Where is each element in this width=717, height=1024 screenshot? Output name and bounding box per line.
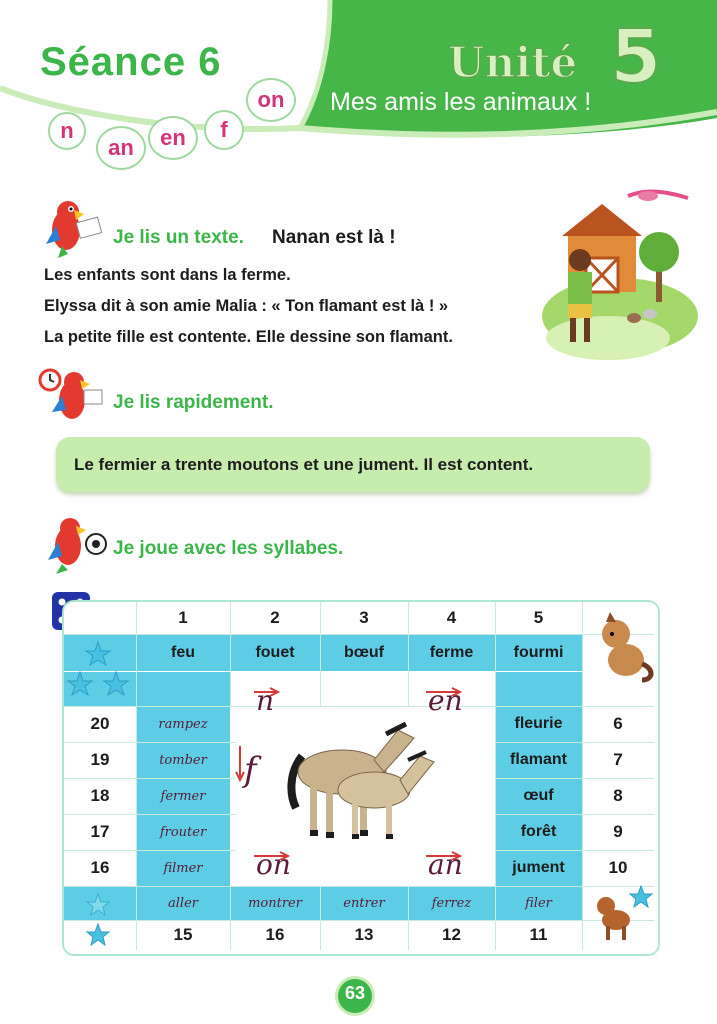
- right-number-9: 9: [613, 822, 623, 841]
- sound-bubble-f: f: [204, 110, 244, 150]
- left-number-18: 18: [90, 786, 110, 805]
- sound-bubble-en: en: [148, 116, 198, 160]
- right-number-8: 8: [613, 786, 623, 805]
- right-word-foret: forêt: [520, 823, 557, 840]
- top-number-1: 1: [178, 608, 188, 627]
- center-letter-on: on: [256, 848, 291, 881]
- top-number-4: 4: [446, 608, 457, 627]
- section-fast-title: Je lis rapidement.: [113, 392, 274, 413]
- arrow-icon-f: [234, 744, 246, 784]
- unit-title: Unité: [448, 38, 578, 87]
- parrot-reading-icon: [38, 196, 104, 260]
- left-word-rampez: rampez: [158, 716, 208, 732]
- left-number-17: 17: [90, 822, 110, 841]
- pony-icon: [592, 610, 656, 684]
- top-word-feu: feu: [171, 643, 195, 661]
- left-number-19: 19: [90, 750, 110, 769]
- bottom-word-entrer: entrer: [343, 895, 385, 911]
- right-word-oeuf: œuf: [523, 787, 554, 804]
- left-word-frouter: frouter: [159, 824, 207, 840]
- page-number: 63: [344, 983, 366, 1003]
- bottom-number-11: 11: [529, 925, 548, 944]
- calf-icon: [592, 888, 642, 944]
- bottom-number-15: 15: [173, 925, 193, 944]
- sound-bubble-an: an: [96, 126, 146, 170]
- left-word-tomber: tomber: [159, 752, 207, 768]
- star-icon-bottom: [80, 890, 120, 950]
- parrot-clock-icon: [38, 366, 104, 426]
- star-icon-group: [64, 634, 136, 706]
- section-game-title: Je joue avec les syllabes.: [113, 538, 344, 559]
- bottom-number-16: 16: [265, 925, 285, 944]
- top-number-2: 2: [270, 608, 280, 627]
- center-letter-en: en: [428, 684, 463, 717]
- right-number-6: 6: [613, 714, 623, 733]
- seance-title: Séance 6: [40, 40, 222, 84]
- left-word-filmer: filmer: [163, 860, 203, 876]
- unit-number: 5: [610, 14, 662, 100]
- horses-illustration: [282, 716, 442, 846]
- arrow-icon-n: [252, 684, 282, 696]
- read-line-1: Les enfants sont dans la ferme.: [44, 266, 291, 284]
- top-number-5: 5: [533, 608, 544, 627]
- board-left-top-band: [136, 671, 230, 706]
- read-line-3: La petite fille est contente. Elle dessine son flamant.: [44, 328, 453, 346]
- arrow-icon-an: [424, 848, 464, 860]
- sound-bubble-on: on: [246, 78, 296, 122]
- read-line-2: Elyssa dit à son amie Malia : « Ton flamant est là ! »: [44, 297, 449, 315]
- right-number-10: 10: [608, 858, 628, 877]
- right-word-flamant: flamant: [510, 751, 567, 768]
- top-word-boeuf: bœuf: [344, 643, 384, 661]
- unit-subtitle: Mes amis les animaux !: [330, 88, 592, 116]
- bottom-word-filer: filer: [525, 895, 552, 911]
- sound-bubble-n: n: [48, 112, 86, 150]
- top-number-3: 3: [359, 608, 369, 627]
- right-word-fleurie: fleurie: [514, 715, 563, 732]
- top-word-fourmi: fourmi: [513, 643, 564, 661]
- farm-illustration: [538, 178, 698, 368]
- center-letter-an: an: [428, 848, 463, 881]
- top-word-fouet: fouet: [255, 643, 295, 661]
- center-letter-n: n: [256, 684, 275, 717]
- section-read-text-title: Nanan est là !: [272, 227, 396, 248]
- top-word-ferme: ferme: [429, 643, 474, 661]
- parrot-ball-icon: [40, 510, 110, 576]
- left-word-fermer: fermer: [160, 788, 206, 804]
- fast-reading-sentence: Le fermier a trente moutons et une jument. Il est content.: [74, 455, 534, 474]
- arrow-icon-on: [252, 848, 292, 860]
- bottom-word-aller: aller: [168, 895, 198, 911]
- bottom-number-13: 13: [354, 925, 374, 944]
- bottom-word-ferrez: ferrez: [431, 895, 472, 911]
- bottom-word-montrer: montrer: [248, 895, 302, 911]
- left-number-16: 16: [90, 858, 110, 877]
- bottom-number-12: 12: [442, 925, 461, 944]
- center-letter-f: f: [244, 750, 257, 790]
- right-number-7: 7: [613, 750, 623, 769]
- section-read-title: Je lis un texte.: [113, 227, 244, 248]
- arrow-icon-en: [424, 684, 464, 696]
- right-word-jument: jument: [512, 859, 565, 876]
- left-number-20: 20: [90, 714, 110, 733]
